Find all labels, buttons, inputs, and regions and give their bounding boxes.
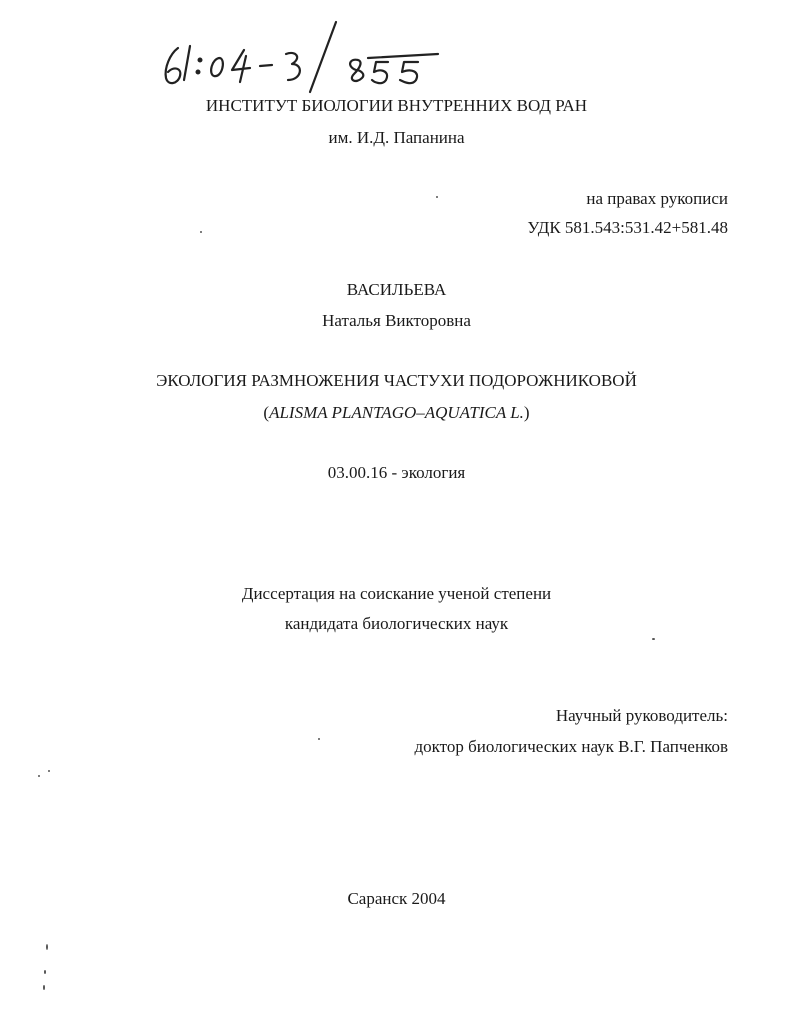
udc-code: УДК 581.543:531.42+581.48 [527, 218, 728, 237]
degree-line-1: Диссертация на соискание ученой степени [241, 584, 552, 603]
scan-speck [43, 985, 45, 990]
handwritten-archive-number [150, 20, 450, 100]
scan-speck [200, 231, 202, 233]
manuscript-rights: на правах рукописи [586, 189, 728, 208]
institute-name: ИНСТИТУТ БИОЛОГИИ ВНУТРЕННИХ ВОД РАН [205, 96, 588, 115]
degree-line-2: кандидата биологических наук [284, 614, 509, 633]
city-year: Саранск 2004 [347, 889, 446, 908]
latin-open-paren: ( [263, 403, 270, 422]
latin-close-paren: ) [523, 403, 530, 422]
specialty-code: 03.00.16 - экология [327, 463, 466, 482]
scan-speck [48, 770, 50, 772]
scan-speck [436, 196, 438, 198]
scan-speck [44, 970, 46, 974]
supervisor-name: доктор биологических наук В.Г. Папченков [414, 737, 728, 756]
supervisor-label: Научный руководитель: [555, 706, 728, 725]
scan-speck [38, 775, 40, 777]
author-surname: ВАСИЛЬЕВА [346, 280, 447, 299]
scan-speck [652, 638, 655, 640]
latin-name-text: ALISMA PLANTAGO–AQUATICA L. [269, 403, 524, 422]
scan-speck [46, 944, 48, 950]
author-given-names: Наталья Викторовна [322, 311, 471, 330]
institute-namesake: им. И.Д. Папанина [328, 128, 465, 147]
latin-species-name [0, 403, 793, 423]
scan-speck [318, 738, 320, 740]
dissertation-title: ЭКОЛОГИЯ РАЗМНОЖЕНИЯ ЧАСТУХИ ПОДОРОЖНИКОВОЙ [156, 371, 637, 390]
